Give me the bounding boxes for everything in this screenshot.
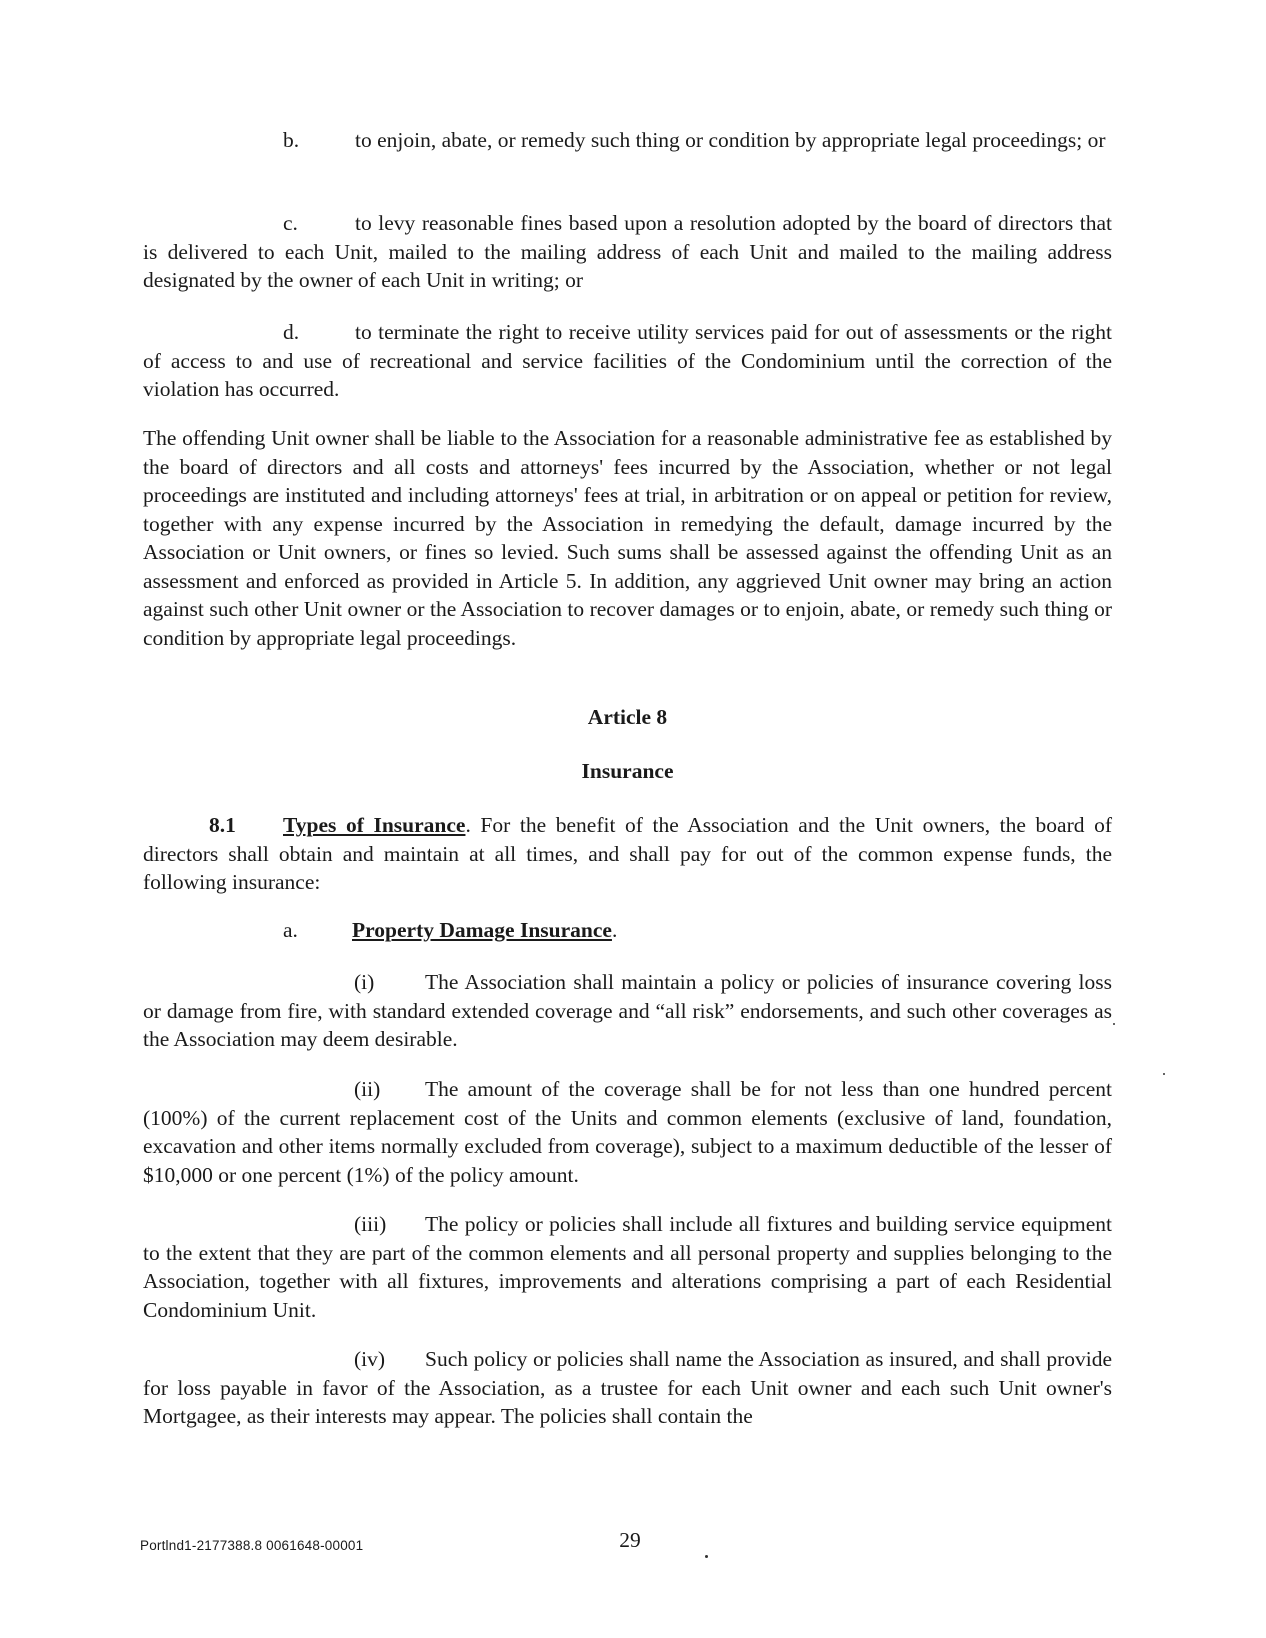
paragraph-c [143,209,1112,295]
item-ii-label: (ii) [354,1077,381,1101]
paragraph-d [143,318,1112,404]
item-iii-label: (iii) [354,1212,387,1236]
paragraph-offending-owner-text: The offending Unit owner shall be liable to the Association for a reasonable administrative fee as established by the board of directors and all costs and attorneys' fees incurred by the Association, whether or not legal proceedings are instituted and including attorneys' fees at trial, in arbitration or on appeal or petition for review, together with any expense incurred by the Association in remedying the default, damage incurred by the Association or Unit owners, or fines so levied. Such sums shall be assessed against the offending Unit as an assessment and enforced as provided in Article 5. In addition, any aggrieved Unit owner may bring an action against such other Unit owner or the Association to recover damages or to enjoin, abate, or remedy such thing or condition by appropriate legal proceedings. [143,426,1112,650]
paragraph-b-label: b. [283,128,300,152]
article-title: Insurance [581,759,674,783]
paragraph-b-text: to enjoin, abate, or remedy such thing or condition by appropriate legal proceedings; or [355,128,1106,152]
paragraph-b [143,126,1112,155]
item-iv-label: (iv) [354,1347,386,1371]
item-i-text: The Association shall maintain a policy or policies of insurance covering loss or damage from fire, with standard extended coverage and “all risk” endorsements, and such other coverages as the Association may deem desirable. [143,970,1112,1051]
scan-speck [705,1555,708,1558]
item-i-label: (i) [354,970,375,994]
subsection-a-label: a. [283,918,298,942]
item-i [143,968,1112,1054]
item-iii-text: The policy or policies shall include all fixtures and building service equipment to the extent that they are part of the common elements and all personal property and supplies belonging to the Association, together with all fixtures, improvements and alterations comprising a part of each Residential Condominium Unit. [143,1212,1112,1322]
paragraph-offending-owner [143,424,1112,652]
item-iv-text: Such policy or policies shall name the Association as insured, and shall provide for loss payable in favor of the Association, as a trustee for each Unit owner and each such Unit owner's Mortgagee, as their interests may appear. The policies shall contain the [143,1347,1112,1428]
section-8-1-heading: Types of Insurance [283,813,466,837]
section-8-1: 8.1 Types of Insurance. For the benefit of the Association and the Unit owners, the board of directors shall obtain and maintain at all times, and shall pay for out of the common expense funds, the following insurance: [143,813,1112,894]
scan-speck [1113,1023,1115,1025]
item-iv [143,1345,1112,1431]
footer-page-number: 29 [619,1528,641,1552]
paragraph-c-label: c. [283,211,298,235]
article-number: Article 8 [587,705,668,729]
paragraph-d-text: to terminate the right to receive utility services paid for out of assessments or the right of access to and use of recreational and service facilities of the Condominium until the correction of the violation has occurred. [143,320,1112,401]
subsection-a-heading: Property Damage Insurance [352,918,612,942]
paragraph-c-text: to levy reasonable fines based upon a resolution adopted by the board of directors that is delivered to each Unit, mailed to the mailing address of each Unit and mailed to the mailing address designated by the owner of each Unit in writing; or [143,211,1112,292]
item-ii [143,1075,1112,1189]
paragraph-d-label: d. [283,320,300,344]
scan-speck [1163,1073,1165,1075]
section-8-1-text: For the benefit of the Association and the Unit owners, the board of directors shall obtain and maintain at all times, and shall pay for out of the common expense funds, the following insurance: [143,813,1112,894]
section-8-1-number: 8.1 [209,813,236,837]
footer-document-id: Portlnd1-2177388.8 0061648-00001 [140,1538,364,1553]
item-ii-text: The amount of the coverage shall be for not less than one hundred percent (100%) of the current replacement cost of the Units and common elements (exclusive of land, foundation, excavation and other items normally excluded from coverage), subject to a maximum deductible of the lesser of $10,000 or one percent (1%) of the policy amount. [143,1077,1112,1187]
subsection-a: a. Property Damage Insurance. [143,916,1112,945]
item-iii [143,1210,1112,1324]
